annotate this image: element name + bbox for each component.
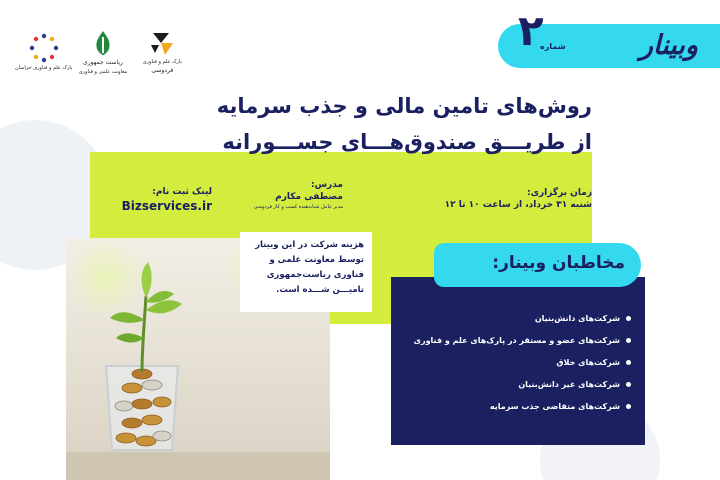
logo-caption: فردوسی (151, 67, 174, 75)
instructor-name: مصطفی مکارم (275, 192, 343, 202)
bullet-icon (626, 360, 631, 365)
sponsor-logos (14, 20, 192, 84)
logo-caption: پارک علم و فناوری خراسان (14, 65, 73, 71)
ferdowsi-logo (136, 29, 188, 74)
webinar-number-label: شماره (540, 42, 566, 51)
banner-title: وبینار (639, 30, 698, 61)
list-item: شرکت‌های دانش‌بنیان (391, 308, 631, 330)
emblem-icon (90, 29, 116, 57)
logo-caption: پارک علم و فناوری (142, 59, 182, 66)
bullet-icon (626, 382, 631, 387)
list-item: شرکت‌های غیر دانش‌بنیان (391, 374, 631, 396)
page-title-line1: روش‌های تامین مالی و جذب سرمایه (216, 94, 592, 118)
registration-label: لینک ثبت نام: (152, 187, 212, 197)
logo-caption: معاونت علمی و فناوری (78, 68, 128, 75)
logo-caption: ریاست جمهوری (83, 59, 123, 67)
science-park-logo (14, 33, 73, 71)
funding-note: هزینه شرکت در این وبینار توسط معاونت علمی و فناوری ریاست‌جمهوری تامیـــن شـــده است. (240, 232, 372, 312)
list-item: شرکت‌های عضو و مستقر در پارک‌های علم و فناوری (391, 330, 631, 352)
audience-title: مخاطبان وبینار: (492, 253, 625, 273)
webinar-number: ۲ (518, 6, 544, 55)
dots-ring-icon (29, 33, 59, 63)
ferdowsi-mark-icon (147, 29, 177, 57)
instructor (254, 180, 343, 210)
list-item: شرکت‌های متقاضی جذب سرمایه (391, 396, 631, 418)
page-title-line2: از طریـــق صندوق‌هـــای جســـورانه (222, 130, 592, 154)
bullet-icon (626, 404, 631, 409)
event-time (445, 188, 592, 210)
instructor-role: مدیر عامل شتابدهنده کسب و کار فردوسی (253, 204, 343, 210)
audience-header (434, 243, 641, 287)
instructor-label: مدرس: (311, 180, 343, 190)
registration-link[interactable]: Bizservices.ir (121, 199, 212, 213)
event-time-value: شنبه ۳۱ خرداد، از ساعت ۱۰ تا ۱۲ (444, 200, 592, 210)
registration (122, 187, 212, 213)
audience-list (391, 308, 631, 418)
list-item: شرکت‌های خلاق (391, 352, 631, 374)
vice-presidency-logo (77, 29, 129, 74)
bullet-icon (626, 316, 631, 321)
event-time-label: زمان برگزاری: (527, 188, 592, 198)
bullet-icon (626, 338, 631, 343)
